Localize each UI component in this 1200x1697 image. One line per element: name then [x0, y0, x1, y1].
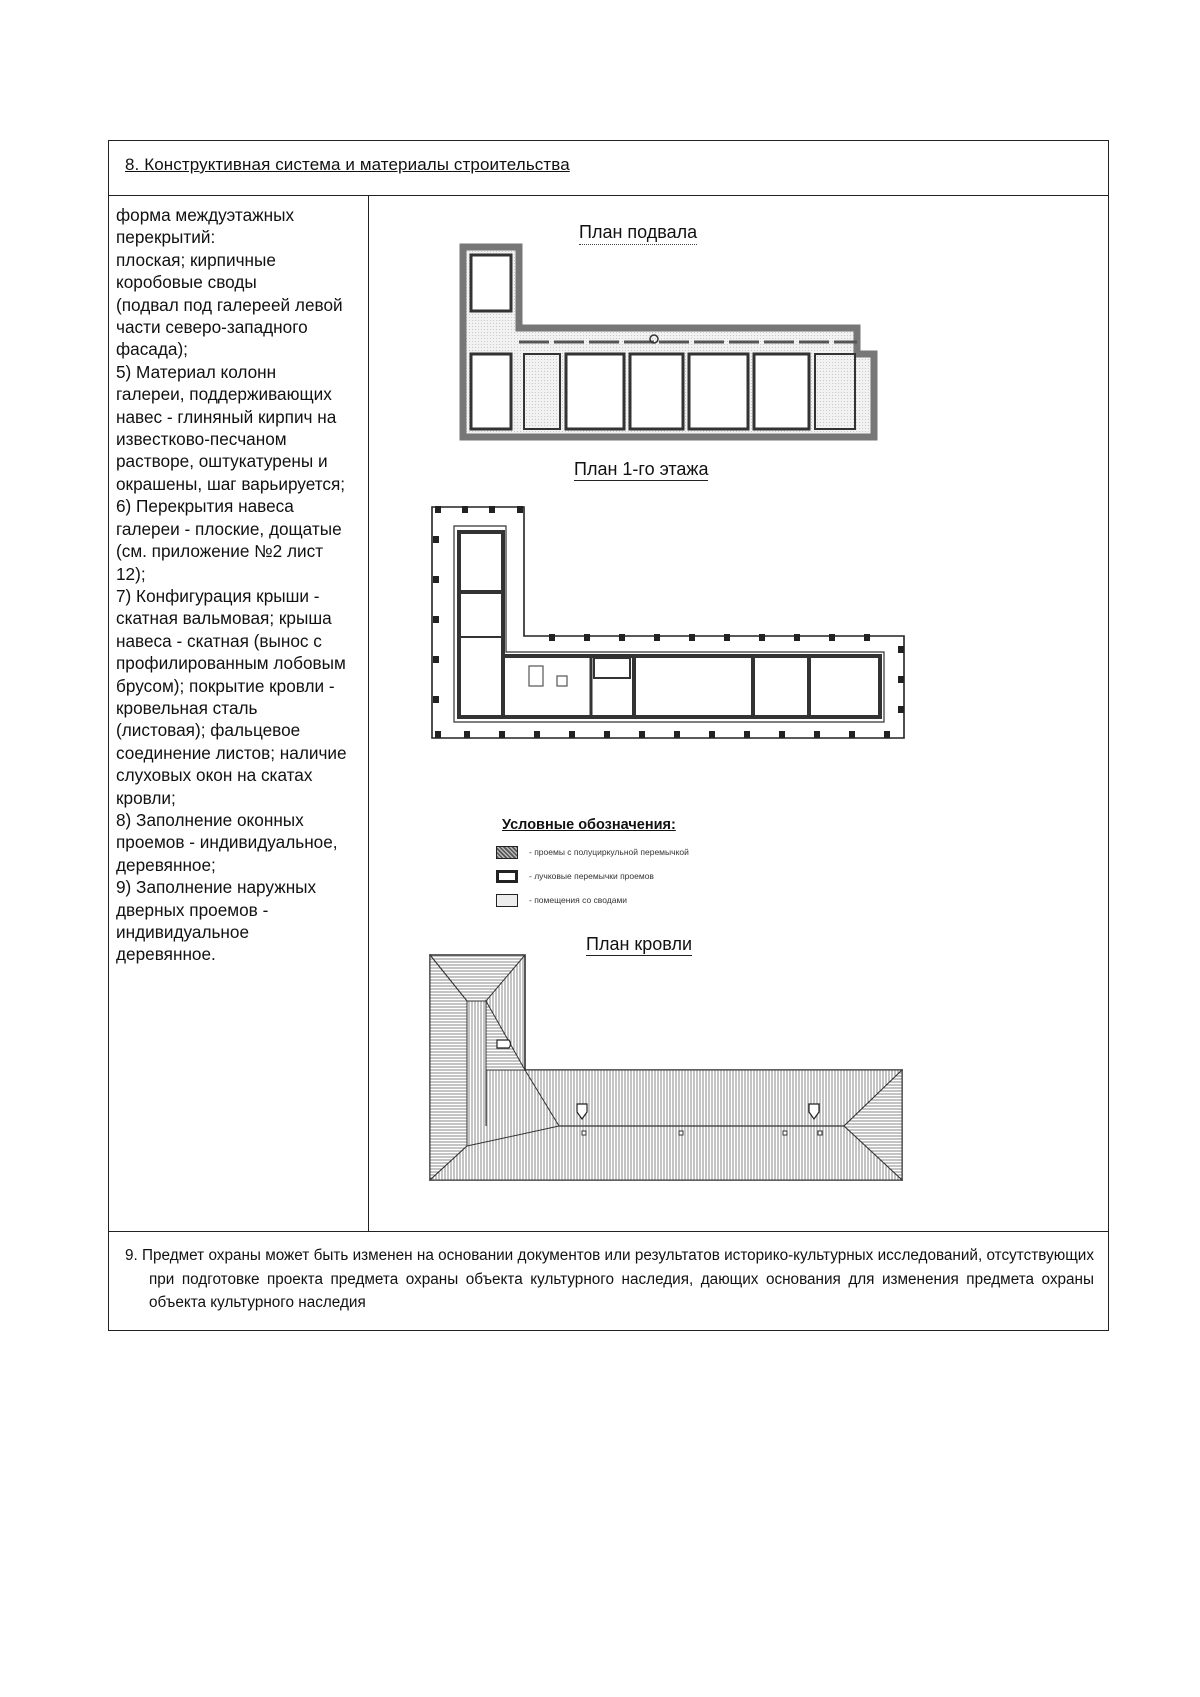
document-sheet [108, 140, 1109, 1331]
roof-plan-caption: План кровли [586, 934, 692, 954]
roof-plan-drawing [369, 196, 1108, 1231]
first-floor-plan-caption: План 1-го этажа [574, 459, 709, 479]
legend-label: - лучковые перемычки проемов [529, 871, 654, 881]
legend-title: Условные обозначения: [502, 817, 676, 833]
section-8-title: 8. Конструктивная система и материалы строительства [125, 155, 570, 174]
section-9-row [109, 1231, 1108, 1330]
section-8-drawings-cell [369, 196, 1108, 1231]
legend-label: - проемы с полуциркульной перемычкой [529, 847, 689, 857]
legend-label: - помещения со сводами [529, 895, 628, 905]
section-8-description-cell [109, 196, 369, 1231]
basement-plan-caption: План подвала [579, 222, 697, 245]
section-9-text: 9. Предмет охраны может быть изменен на основании документов или результатов историко-культурных исследований, отсутствующих при подготовке проекта предмета охраны объекта культурного наследия, дающих основания для изменения предмета охраны объекта культурного наследия [125, 1247, 1094, 1311]
section-8-description: форма междуэтажных перекрытий: плоская; кирпичные коробовые своды (подвал под галереей левой части северо-западного фасада); 5) Материал колонн галереи, поддерживающих навес - глиняный кирпич на известково-песчаном растворе, оштукатурены и окрашены, шаг варьируется; 6) Перекрытия навеса галереи - плоские, дощатые (см. приложение №2 лист 12); 7) Конфигурация крыши - скатная вальмовая; крыша навеса - скатная (вынос с профилированным лобовым брусом); покрытие кровли - кровельная сталь (листовая); фальцевое соединение листов; наличие слуховых окон на скатах кровли; 8) Заполнение оконных проемов - индивидуальное, деревянное; 9) Заполнение наружных дверных проемов - индивидуальное деревянное. [116, 205, 347, 965]
section-8-header [109, 141, 1108, 196]
